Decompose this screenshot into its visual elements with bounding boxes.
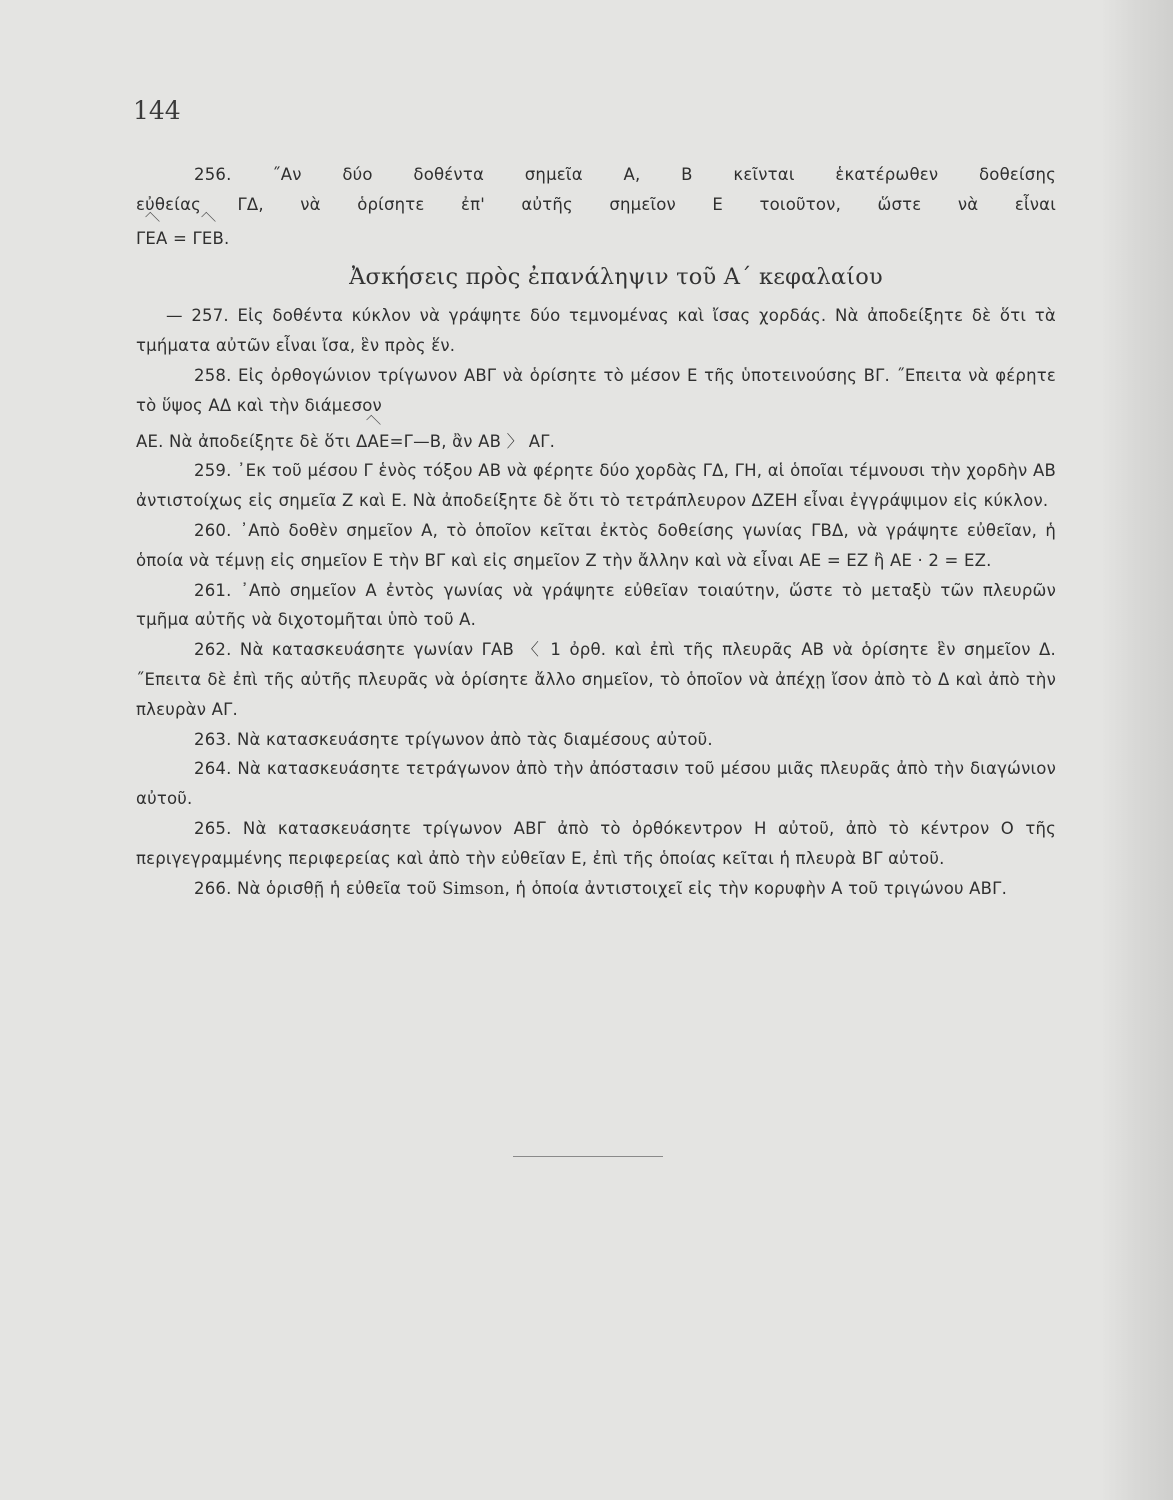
exercise-258-text-c: =Γ—Β, ἂν ΑΒ 〉 ΑΓ.: [389, 431, 556, 451]
end-rule-divider: [513, 1156, 663, 1157]
exercise-259: 259. ᾿Εκ τοῦ μέσου Γ ἑνὸς τόξου ΑΒ νὰ φέρητε δύο χορδὰς ΓΔ, ΓΗ, αἱ ὁποῖαι τέμνουσι τὴν χορδὴν ΑΒ ἀντιστοίχως εἰς σημεῖα Ζ καὶ Ε. Νὰ ἀποδείξητε δὲ ὅτι τὸ τετράπλευρον ΔΖΕΗ εἶναι ἐγγράψιμον εἰς κύκλον.: [136, 461, 1056, 511]
exercise-261: 261. ᾿Απὸ σημεῖον Α ἐντὸς γωνίας νὰ γράψητε εὐθεῖαν τοιαύτην, ὥστε τὸ μεταξὺ τῶν πλευρῶν τμῆμα αὐτῆς νὰ διχοτομῆται ὑπὸ τοῦ Α.: [136, 580, 1056, 630]
exercise-260: 260. ᾿Απὸ δοθὲν σημεῖον Α, τὸ ὁποῖον κεῖται ἐκτὸς δοθείσης γωνίας ΓΒΔ, νὰ γράψητε εὐθεῖαν, ἡ ὁποία νὰ τέμνῃ εἰς σημεῖον Ε τὴν ΒΓ καὶ εἰς σημεῖον Ζ τὴν ἄλλην καὶ νὰ εἶναι ΑΕ = ΕΖ ἢ ΑΕ · 2 = ΕΖ.: [136, 520, 1056, 570]
page-number: 144: [133, 96, 181, 125]
exercise-256-line-3: [136, 224, 1056, 254]
section-heading: Ἀσκήσεις πρὸς ἐπανάληψιν τοῦ Α΄ κεφαλαίου: [349, 264, 883, 291]
exercise-258-last-line: [136, 427, 1056, 457]
exercise-262: 262. Νὰ κατασκευάσητε γωνίαν ΓΑΒ 〈 1 ὀρθ. καὶ ἐπὶ τῆς πλευρᾶς ΑΒ νὰ ὁρίσητε ἓν σημεῖον Δ. ˝Επειτα δὲ ἐπὶ τῆς αὐτῆς πλευρᾶς νὰ ὁρίσητε ἄλλο σημεῖον, τὸ ὁποῖον νὰ ἀπέχῃ ἴσον ἀπὸ τὸ Δ καὶ ἀπὸ τὴν πλευρὰν ΑΓ.: [136, 640, 1056, 719]
exercise-258: 258. Εἰς ὀρθογώνιον τρίγωνον ΑΒΓ νὰ ὁρίσητε τὸ μέσον Ε τῆς ὑποτεινούσης ΒΓ. ˝Επειτα νὰ φέρητε τὸ ὕψος ΑΔ καὶ τὴν διάμεσον: [136, 365, 1056, 415]
page-body: [136, 160, 1056, 903]
exercise-266-text-b: , ἡ ὁποία ἀντιστοιχεῖ εἰς τὴν κορυφὴν Α τοῦ τριγώνου ΑΒΓ.: [504, 878, 1008, 898]
simson-name: Simson: [442, 878, 505, 898]
angle-geb: ΓΕΒ: [192, 224, 224, 254]
exercise-256-line-2: εὐθείας ΓΔ, νὰ ὁρίσητε ἐπ' αὐτῆς σημεῖον Ε τοιοῦτον, ὥστε νὰ εἶναι: [136, 194, 1056, 214]
exercise-266: [136, 874, 1056, 904]
exercise-256-line-1: 256. ˝Αν δύο δοθέντα σημεῖα Α, Β κεῖνται ἑκατέρωθεν δοθείσης: [194, 165, 1056, 184]
exercise-265: 265. Νὰ κατασκευάσητε τρίγωνον ΑΒΓ ἀπὸ τὸ ὀρθόκεντρον Η αὐτοῦ, ἀπὸ τὸ κέντρον Ο τῆς περιγεγραμμένης περιφερείας καὶ ἀπὸ τὴν εὐθεῖαν Ε, ἐπὶ τῆς ὁποίας κεῖται ἡ πλευρὰ ΒΓ αὐτοῦ.: [136, 818, 1056, 868]
equals-sign: =: [167, 228, 193, 248]
exercise-263: 263. Νὰ κατασκευάσητε τρίγωνον ἀπὸ τὰς διαμέσους αὐτοῦ.: [194, 729, 713, 749]
angle-dae: ΔΑΕ: [356, 427, 390, 457]
angle-gea: ΓΕΑ: [136, 224, 168, 254]
exercise-264: 264. Νὰ κατασκευάσητε τετράγωνον ἀπὸ τὴν ἀπόστασιν τοῦ μέσου μιᾶς πλευρᾶς ἀπὸ τὴν διαγώνιον αὐτοῦ.: [136, 759, 1056, 809]
exercise-257: — 257. Εἰς δοθέντα κύκλον νὰ γράψητε δύο τεμνομένας καὶ ἴσας χορδάς. Νὰ ἀποδείξητε δὲ ὅτι τὰ τμήματα αὐτῶν εἶναι ἴσα, ἓν πρὸς ἕν.: [136, 306, 1056, 356]
exercise-266-text-a: 266. Νὰ ὁρισθῇ ἡ εὐθεῖα τοῦ: [194, 878, 443, 898]
page-spine-shadow: [1101, 0, 1173, 1500]
exercise-258-text-a: ΑΕ. Νὰ ἀποδείξητε δὲ ὅτι: [136, 431, 357, 451]
period: .: [223, 228, 230, 248]
